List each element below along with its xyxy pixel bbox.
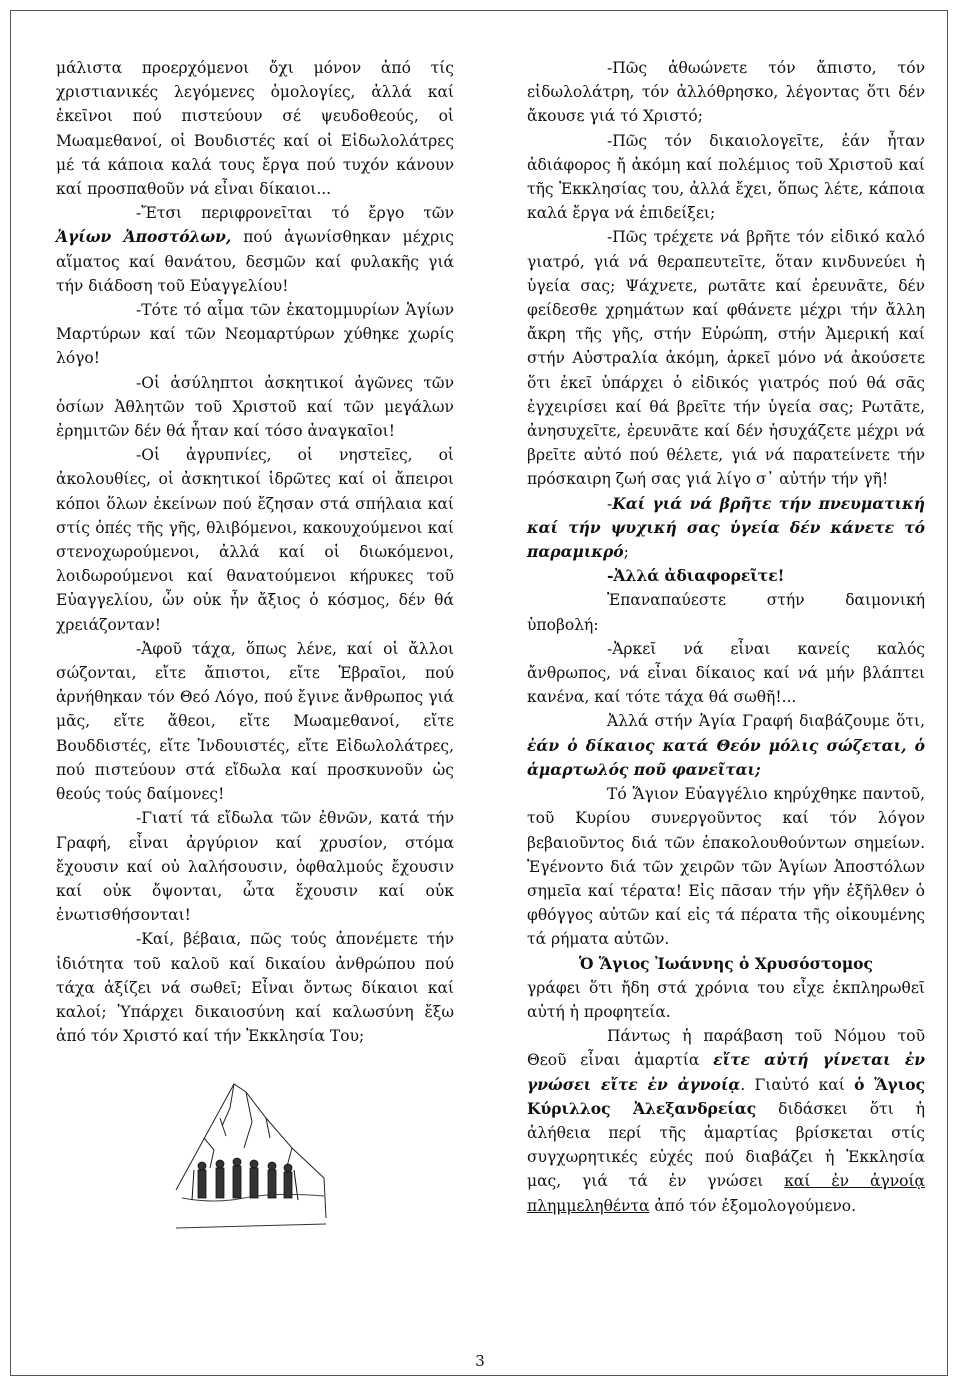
left-paragraph-3: -Τότε τό αἷμα τῶν ἑκατομμυρίων Ἁγίων Μαρτύρων καί τῶν Νεομαρτύρων χύθηκε χωρίς λόγο! <box>56 301 454 368</box>
left-paragraph-7: -Γιατί τά εἴδωλα τῶν ἐθνῶν, κατά τήν Γραφή, εἶναι ἀργύριον καί χρυσίον, στόμα ἔχουσιν καί οὐ λαλήσουσιν, ὀφθαλμούς ἔχουσιν καί οὐκ ὄψονται, ὦτα ἔχουσιν καί οὐκ ἐνωτισθήσονται! <box>56 809 454 925</box>
right-paragraph-9: Τό Ἅγιον Εὐαγγέλιο κηρύχθηκε παντοῦ, τοῦ Κυρίου συνεργοῦντος καί τόν λόγον βεβαιοῦντος διά τῶν ἐπακολουθούντων σημείων. Ἐγένοντο διά τῶν χειρῶν τῶν Ἁγίων Ἀποστόλων σημεῖα καί τέρατα! Εἰς πᾶσαν τήν γῆν ἐξῆλθεν ὁ φθόγγος αὐτῶν καί εἰς τά πέρατα τῆς οἰκουμένης τά ρήματα αὐτῶν. <box>527 785 925 949</box>
right-paragraph-10: γράφει ὅτι ἤδη στά χρόνια του εἶχε ἐκπληρωθεῖ αὐτή ἡ προφητεία. <box>527 978 925 1021</box>
right-paragraph-4 <box>527 492 925 565</box>
bold-italic-run: εἴτε αὐτή γίνεται ἐν γνώσει εἴτε ἐν ἀγνοίᾳ <box>527 1050 925 1094</box>
text-run: ἀπό τόν ἐξομολογούμενο. <box>649 1196 857 1215</box>
left-paragraph-8: -Καί, βέβαια, πῶς τούς ἀπονέμετε τήν ἰδιότητα τοῦ καλοῦ καί δικαίου ἀνθρώπου πού τάχα ἀξίζει νά σωθεῖ; Εἶναι ὄντως δίκαιοι καί καλοί; Ὑπάρχει δικαιοσύνη καί καλωσύνη ἔξω ἀπό τόν Χριστό καί τήν Ἐκκλησία Του; <box>56 930 454 1046</box>
right-paragraph-8 <box>527 709 925 782</box>
text-run: Πάντως ἡ παράβαση τοῦ Νόμου τοῦ Θεοῦ εἶναι ἁμαρτία <box>527 1027 925 1070</box>
right-paragraph-3: -Πῶς τρέχετε νά βρῆτε τόν εἰδικό καλό γιατρό, γιά νά θεραπευτεῖτε, ὅταν κινδυνεύει ἡ ὑγεία σας; Ψάχνετε, ρωτᾶτε καί ἐρευνᾶτε, δέν φείδεσθε χρημάτων καί φθάνετε μέχρι τήν ἄλλη ἄκρη τῆς γῆς, στήν Εὐρώπη, στήν Ἀμερική καί στήν Αὐστραλία ἀκόμη, ἀρκεῖ μόνο νά ἀκούσετε ὅτι ἐκεῖ ὑπάρχει ὁ εἰδικός γιατρός πού θά σᾶς ἐγχειρίσει καί θά βρεῖτε τήν ὑγεία σας; Ρωτᾶτε, ἀνησυχεῖτε, ἐρευνᾶτε καί δέν ἡσυχάζετε μέχρι νά βρεῖτε αὐτό πού θέλετε, γιά νά παρατείνετε τήν πρόσκαιρη ζωή σας γιά λίγο σ᾽ αὐτήν τήν γῆ! <box>527 228 925 489</box>
bold-italic-run: ἐάν ὁ δίκαιος κατά Θεόν μόλις σώζεται, ὁ ἁμαρτωλός ποῦ φανεῖται; <box>527 735 925 779</box>
text-run: διδάσκει ὅτι ἡ ἀλήθεια περί τῆς ἁμαρτίας βρίσκεται στίς συγχωρητικές εὐχές πού διαβάζει ἡ Ἐκκλησία μας, γιά τά ἐν γνώσει <box>527 1099 925 1191</box>
right-paragraph-7: -Ἀρκεῖ νά εἶναι κανείς καλός ἄνθρωπος, νά εἶναι δίκαιος καί νά μήν βλάπτει κανένα, καί τότε τάχα θά σωθῆ!... <box>527 639 925 707</box>
right-paragraph-6: Ἐπαναπαύεστε στήν δαιμονική ὑποβολή: <box>527 591 925 634</box>
bold-run: Ὁ Ἅγιος Ἰωάννης ὁ Χρυσόστομος <box>579 953 873 973</box>
text-run: ; <box>623 543 629 562</box>
text-run: Ἀλλά στήν Ἁγία Γραφή διαβάζουμε ὅτι, <box>607 712 925 731</box>
bold-italic-run: Ἁγίων Ἀποστόλων, <box>56 227 232 247</box>
left-paragraph-2 <box>56 201 454 298</box>
left-paragraph-6: -Ἀφοῦ τάχα, ὅπως λένε, καί οἱ ἄλλοι σώζονται, εἴτε ἄπιστοι, εἴτε Ἑβραῖοι, πού ἀρνήθηκαν τόν Θεό Λόγο, πού ἔγινε ἄνθρωπος γιά μᾶς, εἴτε ἄθεοι, εἴτε Μωαμεθανοί, εἴτε Βουδδιστές, εἴτε Ἰνδουιστές, εἴτε Εἰδωλολάτρες, πού πιστεύουν στά εἴδωλα καί προσκυνοῦν ὡς θεούς τούς δαίμονες! <box>56 639 454 804</box>
bold-run: ὁ Ἅγιος Κύριλλος Ἀλεξανδρείας <box>527 1074 926 1118</box>
monks-sketch-illustration <box>174 1078 329 1238</box>
right-paragraph-2: -Πῶς τόν δικαιολογεῖτε, ἐάν ἦταν ἀδιάφορος ἤ ἀκόμη καί πολέμιος τοῦ Χριστοῦ καί τῆς Ἐκκλησίας του, ἀλλά ἔχει, ὅπως λέτε, κάποια καλά ἔργα νά ἐπιδείξει; <box>527 131 925 223</box>
bold-run: -Ἀλλά ἀδιαφορεῖτε! <box>607 566 785 586</box>
bold-italic-run: Καί γιά νά βρῆτε τήν πνευματική καί τήν ψυχική σας ὑγεία δέν κάνετε τό παραμικρό <box>527 493 925 562</box>
page-number: 3 <box>475 1352 485 1370</box>
text-run: - <box>607 494 613 513</box>
text-run: . Γιαὐτό καί <box>740 1075 855 1094</box>
right-paragraph-10-heading <box>527 952 925 976</box>
right-paragraph-11 <box>527 1024 925 1218</box>
text-run: -Ἔτσι περιφρονεῖται τό ἔργο τῶν <box>136 204 454 223</box>
right-paragraph-5 <box>527 564 925 588</box>
left-paragraph-1: μάλιστα προερχόμενοι ὄχι μόνον ἀπό τίς χριστιανικές λεγόμενες ὁμολογίες, ἀλλά καί ἐκεῖνοι πού πιστεύουν σέ ψευδοθεούς, οἱ Μωαμεθανοί, οἱ Βουδιστές καί οἱ Εἰδωλολάτρες μέ τά κάποια καλά τους ἔργα πού τυχόν κάνουν καί προσπαθοῦν νά εἶναι δίκαιοι... <box>56 59 454 199</box>
right-column <box>527 56 925 1218</box>
left-paragraph-4: -Οἱ ἀσύληπτοι ἀσκητικοί ἀγῶνες τῶν ὁσίων Ἀθλητῶν τοῦ Χριστοῦ καί τῶν μεγάλων ἐρημιτῶν δέν θά ἦταν καί τόσο ἀναγκαῖοι! <box>56 373 454 441</box>
left-column <box>56 56 454 1238</box>
monks-sketch <box>174 1078 329 1238</box>
left-paragraph-5: -Οἱ ἀγρυπνίες, οἱ νηστεῖες, οἱ ἀκολουθίες, οἱ ἀσκητικοί ἱδρῶτες καί οἱ ἄπειροι κόποι ὅλων ἐκείνων πού ἔζησαν στά σπήλαια καί στίς ὀπές τῆς γῆς, θλιβόμενοι, κακουχούμενοι καί στενοχωρούμενοι, ἀλλά καί οἱ διωκόμενοι, λοιδωρούμενοι καί θανατούμενοι κήρυκες τοῦ Εὐαγγελίου, ὧν οὐκ ἦν ἄξιος ὁ κόσμος, δέν θά χρειάζονταν! <box>56 446 454 634</box>
underlined-run: καί ἐν ἀγνοίᾳ πλημμεληθέντα <box>527 1172 926 1215</box>
right-paragraph-1: -Πῶς ἀθωώνετε τόν ἄπιστο, τόν εἰδωλολάτρη, τόν ἀλλόθρησκο, λέγοντας ὅτι δέν ἄκουσε γιά τό Χριστό; <box>527 59 925 126</box>
text-run: πού ἀγωνίσθηκαν μέχρις αἵματος καί θανάτου, δεσμῶν καί φυλακῆς γιά τήν διάδοση τοῦ Εὐαγγελίου! <box>56 228 454 295</box>
